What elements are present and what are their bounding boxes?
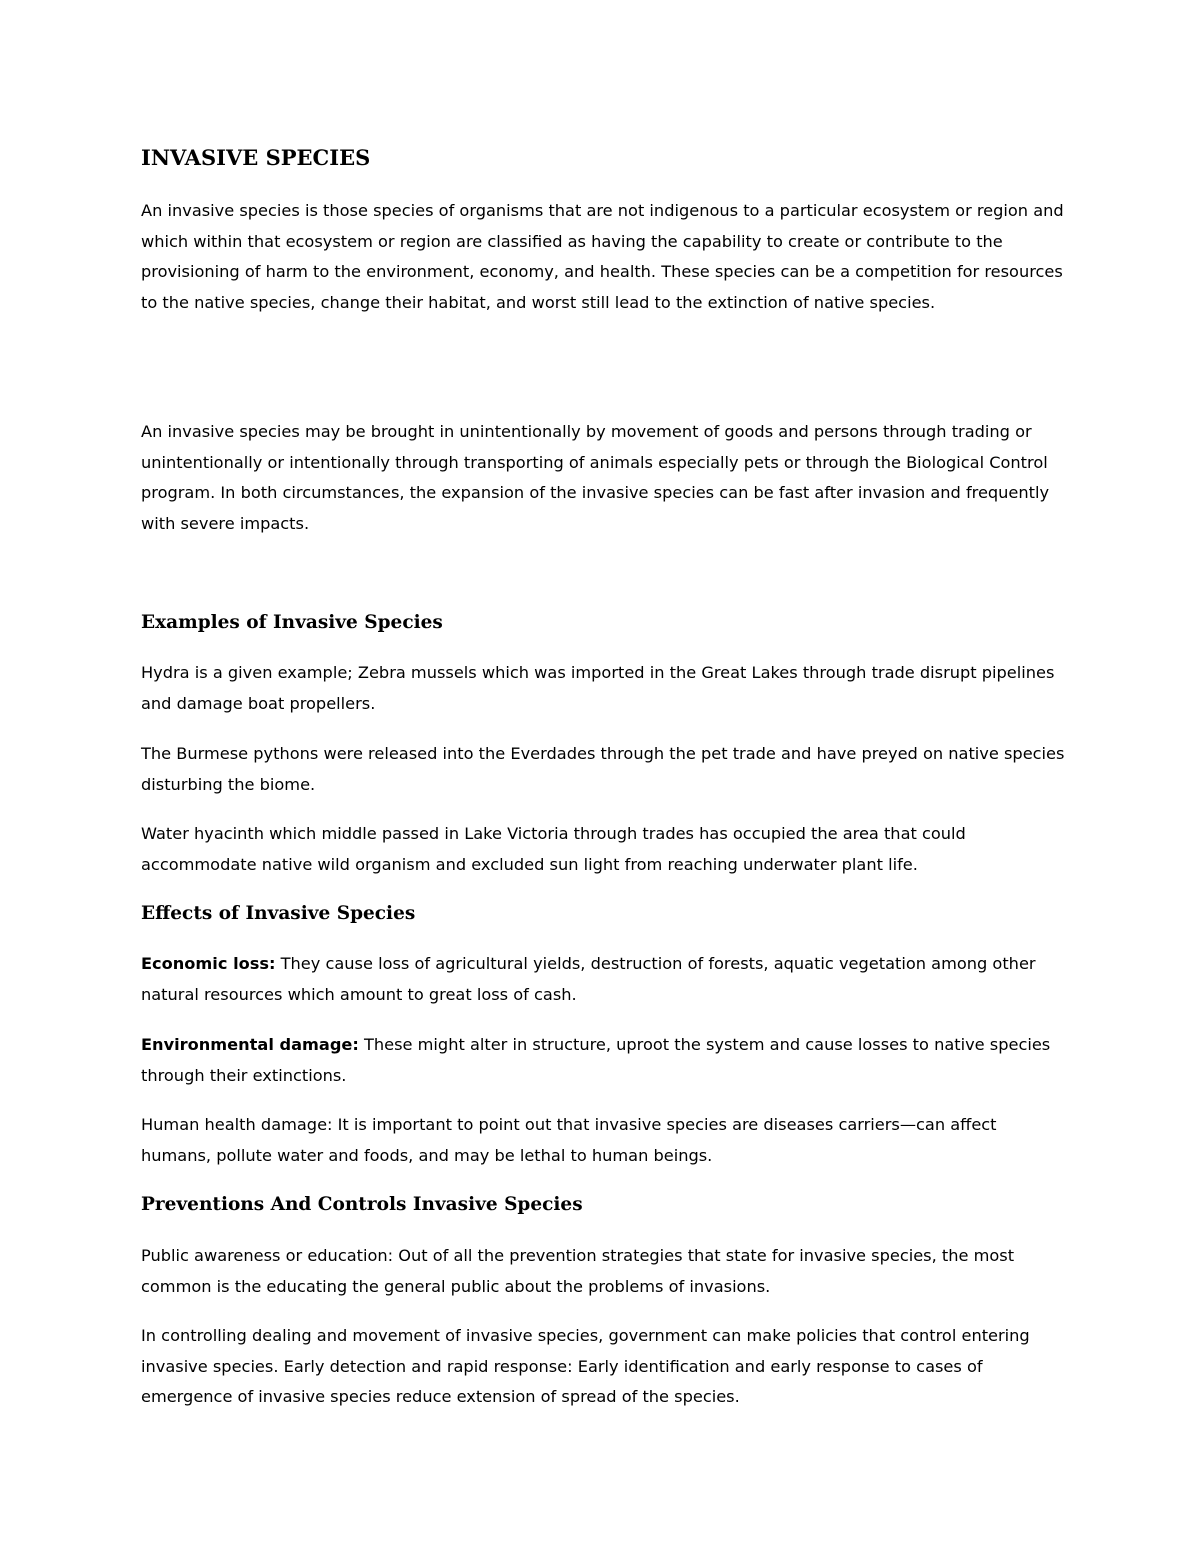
intro-paragraph-2: An invasive species may be brought in unintentionally by movement of goods and persons through trading or unintentionally or intentionally through transporting of animals especially pets or through the Biological Control program. In both circumstances, the expansion of the invasive species can be fast after invasion and frequently with severe impacts. — [141, 422, 1050, 533]
examples-heading: Examples of Invasive Species — [141, 612, 443, 633]
effect-economic-loss-label: Economic loss: — [141, 954, 276, 973]
effect-economic-loss — [141, 949, 1066, 1010]
effect-human-health: Human health damage: It is important to point out that invasive species are diseases carriers—can affect humans, pollute water and foods, and may be lethal to human beings. — [141, 1115, 997, 1165]
effect-environmental-damage-label: Environmental damage: — [141, 1035, 359, 1054]
effect-economic-loss-text: They cause loss of agricultural yields, destruction of forests, aquatic vegetation among other natural resources which amount to great loss of cash. — [141, 954, 1036, 1004]
effect-environmental-damage — [141, 1030, 1066, 1091]
example-paragraph-hydra: Hydra is a given example; Zebra mussels which was imported in the Great Lakes through trade disrupt pipelines and damage boat propellers. — [141, 663, 1055, 713]
prevention-paragraph-control: In controlling dealing and movement of invasive species, government can make policies that control entering invasive species. Early detection and rapid response: Early identification and early response to cases of emergence of invasive species reduce extension of spread of the species. — [141, 1326, 1030, 1406]
document-title: INVASIVE SPECIES — [141, 145, 371, 170]
effect-environmental-damage-text: These might alter in structure, uproot the system and cause losses to native species through their extinctions. — [141, 1035, 1051, 1085]
effects-heading: Effects of Invasive Species — [141, 903, 416, 924]
prevention-heading: Preventions And Controls Invasive Species — [141, 1194, 583, 1215]
example-paragraph-hyacinth: Water hyacinth which middle passed in Lake Victoria through trades has occupied the area that could accommodate native wild organism and excluded sun light from reaching underwater plant life. — [141, 824, 966, 874]
prevention-paragraph-awareness: Public awareness or education: Out of all the prevention strategies that state for invasive species, the most common is the educating the general public about the problems of invasions. — [141, 1246, 1015, 1296]
example-paragraph-pythons: The Burmese pythons were released into the Everdades through the pet trade and have preyed on native species disturbing the biome. — [141, 744, 1065, 794]
intro-paragraph-1: An invasive species is those species of organisms that are not indigenous to a particular ecosystem or region and which within that ecosystem or region are classified as having the capability to create or contribute to the provisioning of harm to the environment, economy, and health. These species can be a competition for resources to the native species, change their habitat, and worst still lead to the extinction of native species. — [141, 201, 1064, 312]
